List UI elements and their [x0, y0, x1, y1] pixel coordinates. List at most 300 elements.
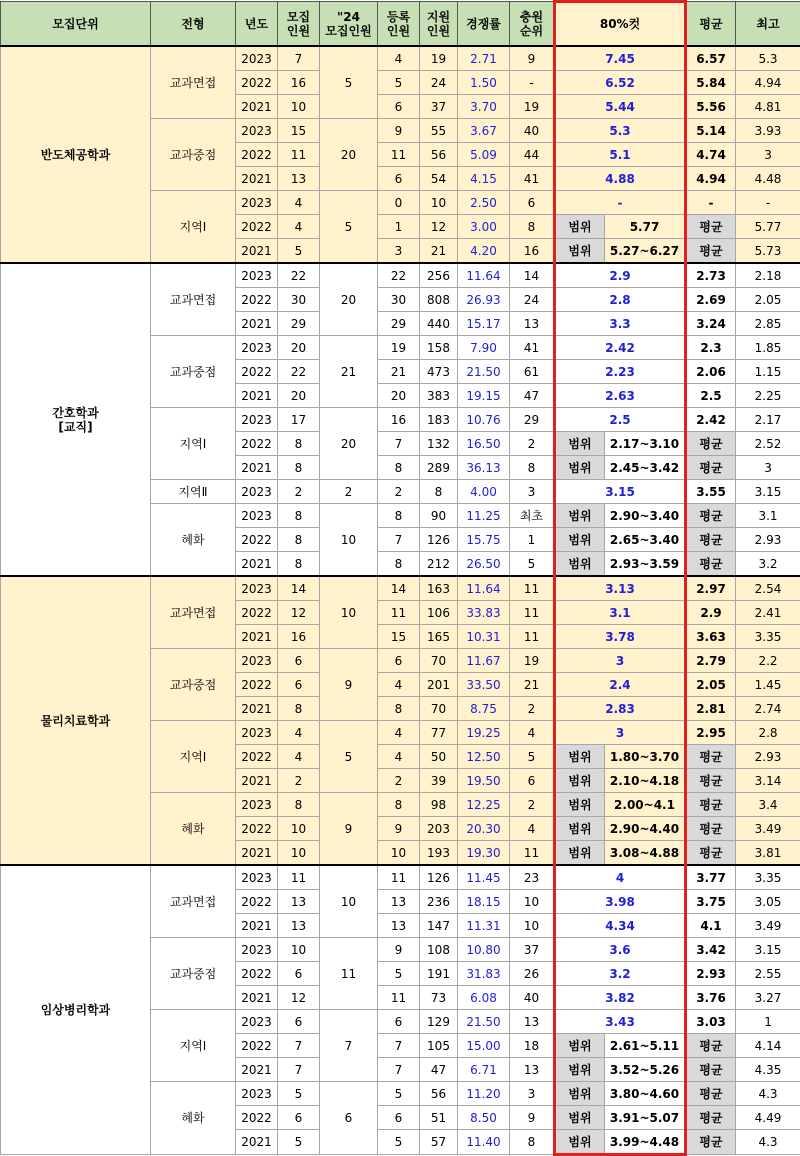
table-body — [1, 46, 800, 1155]
applicants-cell: 70 — [420, 649, 458, 673]
max-cell: 2.17 — [736, 408, 800, 432]
recruit-cell: 5 — [278, 239, 320, 264]
registered-cell: 6 — [378, 649, 420, 673]
applicants-cell: 105 — [420, 1034, 458, 1058]
recruit-cell: 2 — [278, 480, 320, 504]
avg-label: 평균 — [686, 239, 736, 264]
cut-range-value: 2.10~4.18 — [605, 769, 686, 793]
rate-cell: 21.50 — [458, 360, 510, 384]
max-cell: 2.93 — [736, 528, 800, 552]
max-cell: 3.14 — [736, 769, 800, 793]
registered-cell: 7 — [378, 528, 420, 552]
registered-cell: 8 — [378, 793, 420, 817]
fill-rank-cell: 24 — [510, 288, 555, 312]
cut-range-label: 범위 — [555, 817, 605, 841]
cut-range-value: 1.80~3.70 — [605, 745, 686, 769]
registered-cell: 8 — [378, 697, 420, 721]
registered-cell: 9 — [378, 119, 420, 143]
max-cell: 5.73 — [736, 239, 800, 264]
rate-cell: 15.17 — [458, 312, 510, 336]
quota24-cell: 10 — [320, 576, 378, 649]
avg-label: 평균 — [686, 215, 736, 239]
fill-rank-cell: 8 — [510, 456, 555, 480]
registered-cell: 21 — [378, 360, 420, 384]
registered-cell: 30 — [378, 288, 420, 312]
max-cell: 3 — [736, 143, 800, 167]
year-cell: 2022 — [236, 215, 278, 239]
applicants-cell: 56 — [420, 143, 458, 167]
type-cell: 지역Ⅰ — [151, 191, 236, 264]
registered-cell: 7 — [378, 1034, 420, 1058]
rate-cell: 33.50 — [458, 673, 510, 697]
recruit-cell: 5 — [278, 1082, 320, 1106]
rate-cell: 31.83 — [458, 962, 510, 986]
quota24-cell: 5 — [320, 191, 378, 264]
registered-cell: 0 — [378, 191, 420, 215]
cut80-cell: 6.52 — [555, 71, 686, 95]
applicants-cell: 191 — [420, 962, 458, 986]
registered-cell: 20 — [378, 384, 420, 408]
recruit-cell: 6 — [278, 1010, 320, 1034]
fill-rank-cell: 44 — [510, 143, 555, 167]
registered-cell: 5 — [378, 71, 420, 95]
avg-cell: 2.93 — [686, 962, 736, 986]
fill-rank-cell: 3 — [510, 480, 555, 504]
max-cell: 2.54 — [736, 576, 800, 601]
fill-rank-cell: 26 — [510, 962, 555, 986]
cut-range-value: 3.52~5.26 — [605, 1058, 686, 1082]
recruit-cell: 29 — [278, 312, 320, 336]
registered-cell: 10 — [378, 841, 420, 866]
quota24-cell: 5 — [320, 46, 378, 119]
max-cell: 2.25 — [736, 384, 800, 408]
cut80-cell: 2.8 — [555, 288, 686, 312]
registered-cell: 7 — [378, 1058, 420, 1082]
applicants-cell: 21 — [420, 239, 458, 264]
applicants-cell: 808 — [420, 288, 458, 312]
recruit-cell: 12 — [278, 986, 320, 1010]
recruit-cell: 8 — [278, 504, 320, 528]
year-cell: 2023 — [236, 1082, 278, 1106]
applicants-cell: 98 — [420, 793, 458, 817]
recruit-cell: 11 — [278, 143, 320, 167]
recruit-cell: 6 — [278, 673, 320, 697]
applicants-cell: 256 — [420, 263, 458, 288]
year-cell: 2022 — [236, 288, 278, 312]
applicants-cell: 236 — [420, 890, 458, 914]
applicants-cell: 126 — [420, 528, 458, 552]
cut80-cell: 2.23 — [555, 360, 686, 384]
quota24-cell: 9 — [320, 649, 378, 721]
type-cell: 교과중점 — [151, 119, 236, 191]
applicants-cell: 12 — [420, 215, 458, 239]
max-cell: 5.3 — [736, 46, 800, 71]
year-cell: 2021 — [236, 986, 278, 1010]
recruit-cell: 10 — [278, 841, 320, 866]
max-cell: 2.93 — [736, 745, 800, 769]
registered-cell: 16 — [378, 408, 420, 432]
header-type: 전형 — [151, 2, 236, 47]
applicants-cell: 212 — [420, 552, 458, 577]
fill-rank-cell: 최초 — [510, 504, 555, 528]
applicants-cell: 289 — [420, 456, 458, 480]
cut80-cell: 3.1 — [555, 601, 686, 625]
cut80-cell: 2.5 — [555, 408, 686, 432]
avg-label: 평균 — [686, 1082, 736, 1106]
max-cell: 4.81 — [736, 95, 800, 119]
recruit-cell: 20 — [278, 384, 320, 408]
rate-cell: 11.20 — [458, 1082, 510, 1106]
registered-cell: 15 — [378, 625, 420, 649]
cut80-cell: 3.43 — [555, 1010, 686, 1034]
avg-cell: 3.24 — [686, 312, 736, 336]
max-cell: 3.15 — [736, 480, 800, 504]
cut80-cell: 3 — [555, 649, 686, 673]
recruit-cell: 13 — [278, 167, 320, 191]
fill-rank-cell: 13 — [510, 1010, 555, 1034]
cut80-cell: 3.82 — [555, 986, 686, 1010]
recruit-cell: 8 — [278, 432, 320, 456]
avg-cell: - — [686, 191, 736, 215]
table-row — [1, 576, 800, 601]
year-cell: 2022 — [236, 528, 278, 552]
recruit-cell: 14 — [278, 576, 320, 601]
applicants-cell: 129 — [420, 1010, 458, 1034]
applicants-cell: 440 — [420, 312, 458, 336]
year-cell: 2023 — [236, 46, 278, 71]
year-cell: 2021 — [236, 1130, 278, 1155]
quota24-cell: 21 — [320, 336, 378, 408]
avg-cell: 2.06 — [686, 360, 736, 384]
registered-cell: 8 — [378, 552, 420, 577]
unit-cell: 반도체공학과 — [1, 46, 151, 263]
year-cell: 2021 — [236, 914, 278, 938]
rate-cell: 10.76 — [458, 408, 510, 432]
registered-cell: 11 — [378, 865, 420, 890]
quota24-cell: 20 — [320, 119, 378, 191]
rate-cell: 5.09 — [458, 143, 510, 167]
fill-rank-cell: 9 — [510, 46, 555, 71]
avg-cell: 5.84 — [686, 71, 736, 95]
year-cell: 2023 — [236, 408, 278, 432]
fill-rank-cell: 1 — [510, 528, 555, 552]
recruit-cell: 13 — [278, 914, 320, 938]
type-cell: 지역Ⅰ — [151, 721, 236, 793]
cut80-cell: 3.6 — [555, 938, 686, 962]
applicants-cell: 383 — [420, 384, 458, 408]
applicants-cell: 163 — [420, 576, 458, 601]
registered-cell: 4 — [378, 721, 420, 745]
header-registered: 등록 인원 — [378, 2, 420, 47]
fill-rank-cell: 11 — [510, 625, 555, 649]
registered-cell: 13 — [378, 914, 420, 938]
rate-cell: 12.50 — [458, 745, 510, 769]
max-cell: 2.41 — [736, 601, 800, 625]
year-cell: 2022 — [236, 1034, 278, 1058]
fill-rank-cell: 13 — [510, 312, 555, 336]
rate-cell: 19.15 — [458, 384, 510, 408]
avg-cell: 2.97 — [686, 576, 736, 601]
rate-cell: 8.75 — [458, 697, 510, 721]
year-cell: 2021 — [236, 167, 278, 191]
year-cell: 2021 — [236, 841, 278, 866]
registered-cell: 19 — [378, 336, 420, 360]
year-cell: 2021 — [236, 625, 278, 649]
type-cell: 교과면접 — [151, 263, 236, 336]
max-cell: 2.2 — [736, 649, 800, 673]
cut-range-label: 범위 — [555, 1034, 605, 1058]
registered-cell: 7 — [378, 432, 420, 456]
max-cell: 3.27 — [736, 986, 800, 1010]
applicants-cell: 90 — [420, 504, 458, 528]
rate-cell: 11.40 — [458, 1130, 510, 1155]
cut-range-value: 2.17~3.10 — [605, 432, 686, 456]
fill-rank-cell: 6 — [510, 769, 555, 793]
quota24-cell: 20 — [320, 263, 378, 336]
cut-range-label: 범위 — [555, 745, 605, 769]
year-cell: 2023 — [236, 119, 278, 143]
quota24-cell: 5 — [320, 721, 378, 793]
registered-cell: 2 — [378, 480, 420, 504]
registered-cell: 14 — [378, 576, 420, 601]
header-avg: 평균 — [686, 2, 736, 47]
rate-cell: 11.31 — [458, 914, 510, 938]
registered-cell: 8 — [378, 504, 420, 528]
year-cell: 2021 — [236, 239, 278, 264]
registered-cell: 6 — [378, 1010, 420, 1034]
applicants-cell: 37 — [420, 95, 458, 119]
avg-label: 평균 — [686, 1106, 736, 1130]
fill-rank-cell: 10 — [510, 890, 555, 914]
avg-cell: 4.1 — [686, 914, 736, 938]
cut80-cell: 5.3 — [555, 119, 686, 143]
header-max: 최고 — [736, 2, 800, 47]
rate-cell: 6.08 — [458, 986, 510, 1010]
quota24-cell: 10 — [320, 865, 378, 938]
quota24-cell: 20 — [320, 408, 378, 480]
type-cell: 지역Ⅰ — [151, 408, 236, 480]
rate-cell: 36.13 — [458, 456, 510, 480]
cut80-cell: - — [555, 191, 686, 215]
cut80-cell: 4 — [555, 865, 686, 890]
rate-cell: 11.45 — [458, 865, 510, 890]
cut-range-label: 범위 — [555, 769, 605, 793]
max-cell: 3.15 — [736, 938, 800, 962]
applicants-cell: 183 — [420, 408, 458, 432]
applicants-cell: 54 — [420, 167, 458, 191]
cut80-cell: 3.3 — [555, 312, 686, 336]
year-cell: 2022 — [236, 745, 278, 769]
cut80-cell: 3.78 — [555, 625, 686, 649]
recruit-cell: 20 — [278, 336, 320, 360]
avg-label: 평균 — [686, 456, 736, 480]
fill-rank-cell: 11 — [510, 841, 555, 866]
fill-rank-cell: 9 — [510, 1106, 555, 1130]
cut-range-label: 범위 — [555, 456, 605, 480]
year-cell: 2021 — [236, 312, 278, 336]
fill-rank-cell: 5 — [510, 552, 555, 577]
applicants-cell: 55 — [420, 119, 458, 143]
type-cell: 교과중점 — [151, 649, 236, 721]
recruit-cell: 2 — [278, 769, 320, 793]
max-cell: 4.3 — [736, 1082, 800, 1106]
year-cell: 2023 — [236, 191, 278, 215]
cut80-cell: 3.15 — [555, 480, 686, 504]
applicants-cell: 10 — [420, 191, 458, 215]
cut-range-value: 2.93~3.59 — [605, 552, 686, 577]
rate-cell: 4.15 — [458, 167, 510, 191]
cut-range-label: 범위 — [555, 1130, 605, 1155]
header-year: 년도 — [236, 2, 278, 47]
fill-rank-cell: 11 — [510, 576, 555, 601]
applicants-cell: 165 — [420, 625, 458, 649]
registered-cell: 5 — [378, 1130, 420, 1155]
unit-cell: 물리치료학과 — [1, 576, 151, 865]
header-cut80: 80%컷 — [555, 2, 686, 47]
cut-range-label: 범위 — [555, 528, 605, 552]
avg-cell: 3.76 — [686, 986, 736, 1010]
type-cell: 지역Ⅱ — [151, 480, 236, 504]
cut80-cell: 5.44 — [555, 95, 686, 119]
type-cell: 교과면접 — [151, 576, 236, 649]
applicants-cell: 158 — [420, 336, 458, 360]
year-cell: 2021 — [236, 552, 278, 577]
rate-cell: 4.20 — [458, 239, 510, 264]
registered-cell: 4 — [378, 46, 420, 71]
avg-label: 평균 — [686, 841, 736, 866]
avg-label: 평균 — [686, 745, 736, 769]
cut80-cell: 2.4 — [555, 673, 686, 697]
max-cell: 3.1 — [736, 504, 800, 528]
applicants-cell: 132 — [420, 432, 458, 456]
year-cell: 2023 — [236, 576, 278, 601]
type-cell: 교과중점 — [151, 336, 236, 408]
unit-cell: 간호학과 [교직] — [1, 263, 151, 576]
recruit-cell: 10 — [278, 817, 320, 841]
avg-cell: 3.55 — [686, 480, 736, 504]
rate-cell: 2.50 — [458, 191, 510, 215]
avg-cell: 2.5 — [686, 384, 736, 408]
quota24-cell: 10 — [320, 504, 378, 577]
rate-cell: 2.71 — [458, 46, 510, 71]
rate-cell: 18.15 — [458, 890, 510, 914]
avg-cell: 3.77 — [686, 865, 736, 890]
avg-cell: 2.9 — [686, 601, 736, 625]
rate-cell: 11.25 — [458, 504, 510, 528]
cut80-cell: 3.13 — [555, 576, 686, 601]
recruit-cell: 22 — [278, 360, 320, 384]
year-cell: 2021 — [236, 769, 278, 793]
cut80-cell: 4.88 — [555, 167, 686, 191]
max-cell: 4.14 — [736, 1034, 800, 1058]
cut-range-label: 범위 — [555, 239, 605, 264]
rate-cell: 33.83 — [458, 601, 510, 625]
header-quota24: "24 모집인원 — [320, 2, 378, 47]
year-cell: 2022 — [236, 601, 278, 625]
fill-rank-cell: 40 — [510, 119, 555, 143]
rate-cell: 26.50 — [458, 552, 510, 577]
max-cell: 2.55 — [736, 962, 800, 986]
applicants-cell: 50 — [420, 745, 458, 769]
type-cell: 혜화 — [151, 793, 236, 866]
table-row — [1, 865, 800, 890]
cut-range-label: 범위 — [555, 1082, 605, 1106]
avg-cell: 2.79 — [686, 649, 736, 673]
year-cell: 2023 — [236, 336, 278, 360]
fill-rank-cell: 2 — [510, 793, 555, 817]
cut-range-value: 3.08~4.88 — [605, 841, 686, 866]
avg-cell: 2.42 — [686, 408, 736, 432]
cut-range-label: 범위 — [555, 1106, 605, 1130]
registered-cell: 6 — [378, 167, 420, 191]
cut80-cell: 3.98 — [555, 890, 686, 914]
cut-range-value: 2.45~3.42 — [605, 456, 686, 480]
registered-cell: 8 — [378, 456, 420, 480]
recruit-cell: 16 — [278, 71, 320, 95]
recruit-cell: 17 — [278, 408, 320, 432]
registered-cell: 6 — [378, 95, 420, 119]
year-cell: 2023 — [236, 480, 278, 504]
avg-label: 평균 — [686, 552, 736, 577]
fill-rank-cell: 37 — [510, 938, 555, 962]
registered-cell: 5 — [378, 962, 420, 986]
cut-range-label: 범위 — [555, 552, 605, 577]
avg-label: 평균 — [686, 817, 736, 841]
fill-rank-cell: 18 — [510, 1034, 555, 1058]
fill-rank-cell: - — [510, 71, 555, 95]
cut-range-label: 범위 — [555, 504, 605, 528]
max-cell: 3.35 — [736, 865, 800, 890]
rate-cell: 3.67 — [458, 119, 510, 143]
max-cell: 4.35 — [736, 1058, 800, 1082]
avg-cell: 2.05 — [686, 673, 736, 697]
recruit-cell: 4 — [278, 191, 320, 215]
avg-cell: 3.42 — [686, 938, 736, 962]
registered-cell: 22 — [378, 263, 420, 288]
registered-cell: 5 — [378, 1082, 420, 1106]
year-cell: 2023 — [236, 504, 278, 528]
cut80-cell: 2.63 — [555, 384, 686, 408]
max-cell: 3.49 — [736, 817, 800, 841]
rate-cell: 6.71 — [458, 1058, 510, 1082]
fill-rank-cell: 4 — [510, 817, 555, 841]
header-rate: 경쟁률 — [458, 2, 510, 47]
fill-rank-cell: 3 — [510, 1082, 555, 1106]
fill-rank-cell: 19 — [510, 95, 555, 119]
recruit-cell: 8 — [278, 456, 320, 480]
header-unit: 모집단위 — [1, 2, 151, 47]
fill-rank-cell: 23 — [510, 865, 555, 890]
fill-rank-cell: 8 — [510, 1130, 555, 1155]
avg-cell: 6.57 — [686, 46, 736, 71]
registered-cell: 13 — [378, 890, 420, 914]
max-cell: 4.3 — [736, 1130, 800, 1155]
avg-label: 평균 — [686, 528, 736, 552]
avg-cell: 2.95 — [686, 721, 736, 745]
applicants-cell: 203 — [420, 817, 458, 841]
recruit-cell: 6 — [278, 962, 320, 986]
applicants-cell: 24 — [420, 71, 458, 95]
applicants-cell: 77 — [420, 721, 458, 745]
recruit-cell: 7 — [278, 46, 320, 71]
registered-cell: 29 — [378, 312, 420, 336]
fill-rank-cell: 6 — [510, 191, 555, 215]
applicants-cell: 193 — [420, 841, 458, 866]
rate-cell: 11.67 — [458, 649, 510, 673]
registered-cell: 9 — [378, 938, 420, 962]
max-cell: 3.81 — [736, 841, 800, 866]
quota24-cell: 11 — [320, 938, 378, 1010]
